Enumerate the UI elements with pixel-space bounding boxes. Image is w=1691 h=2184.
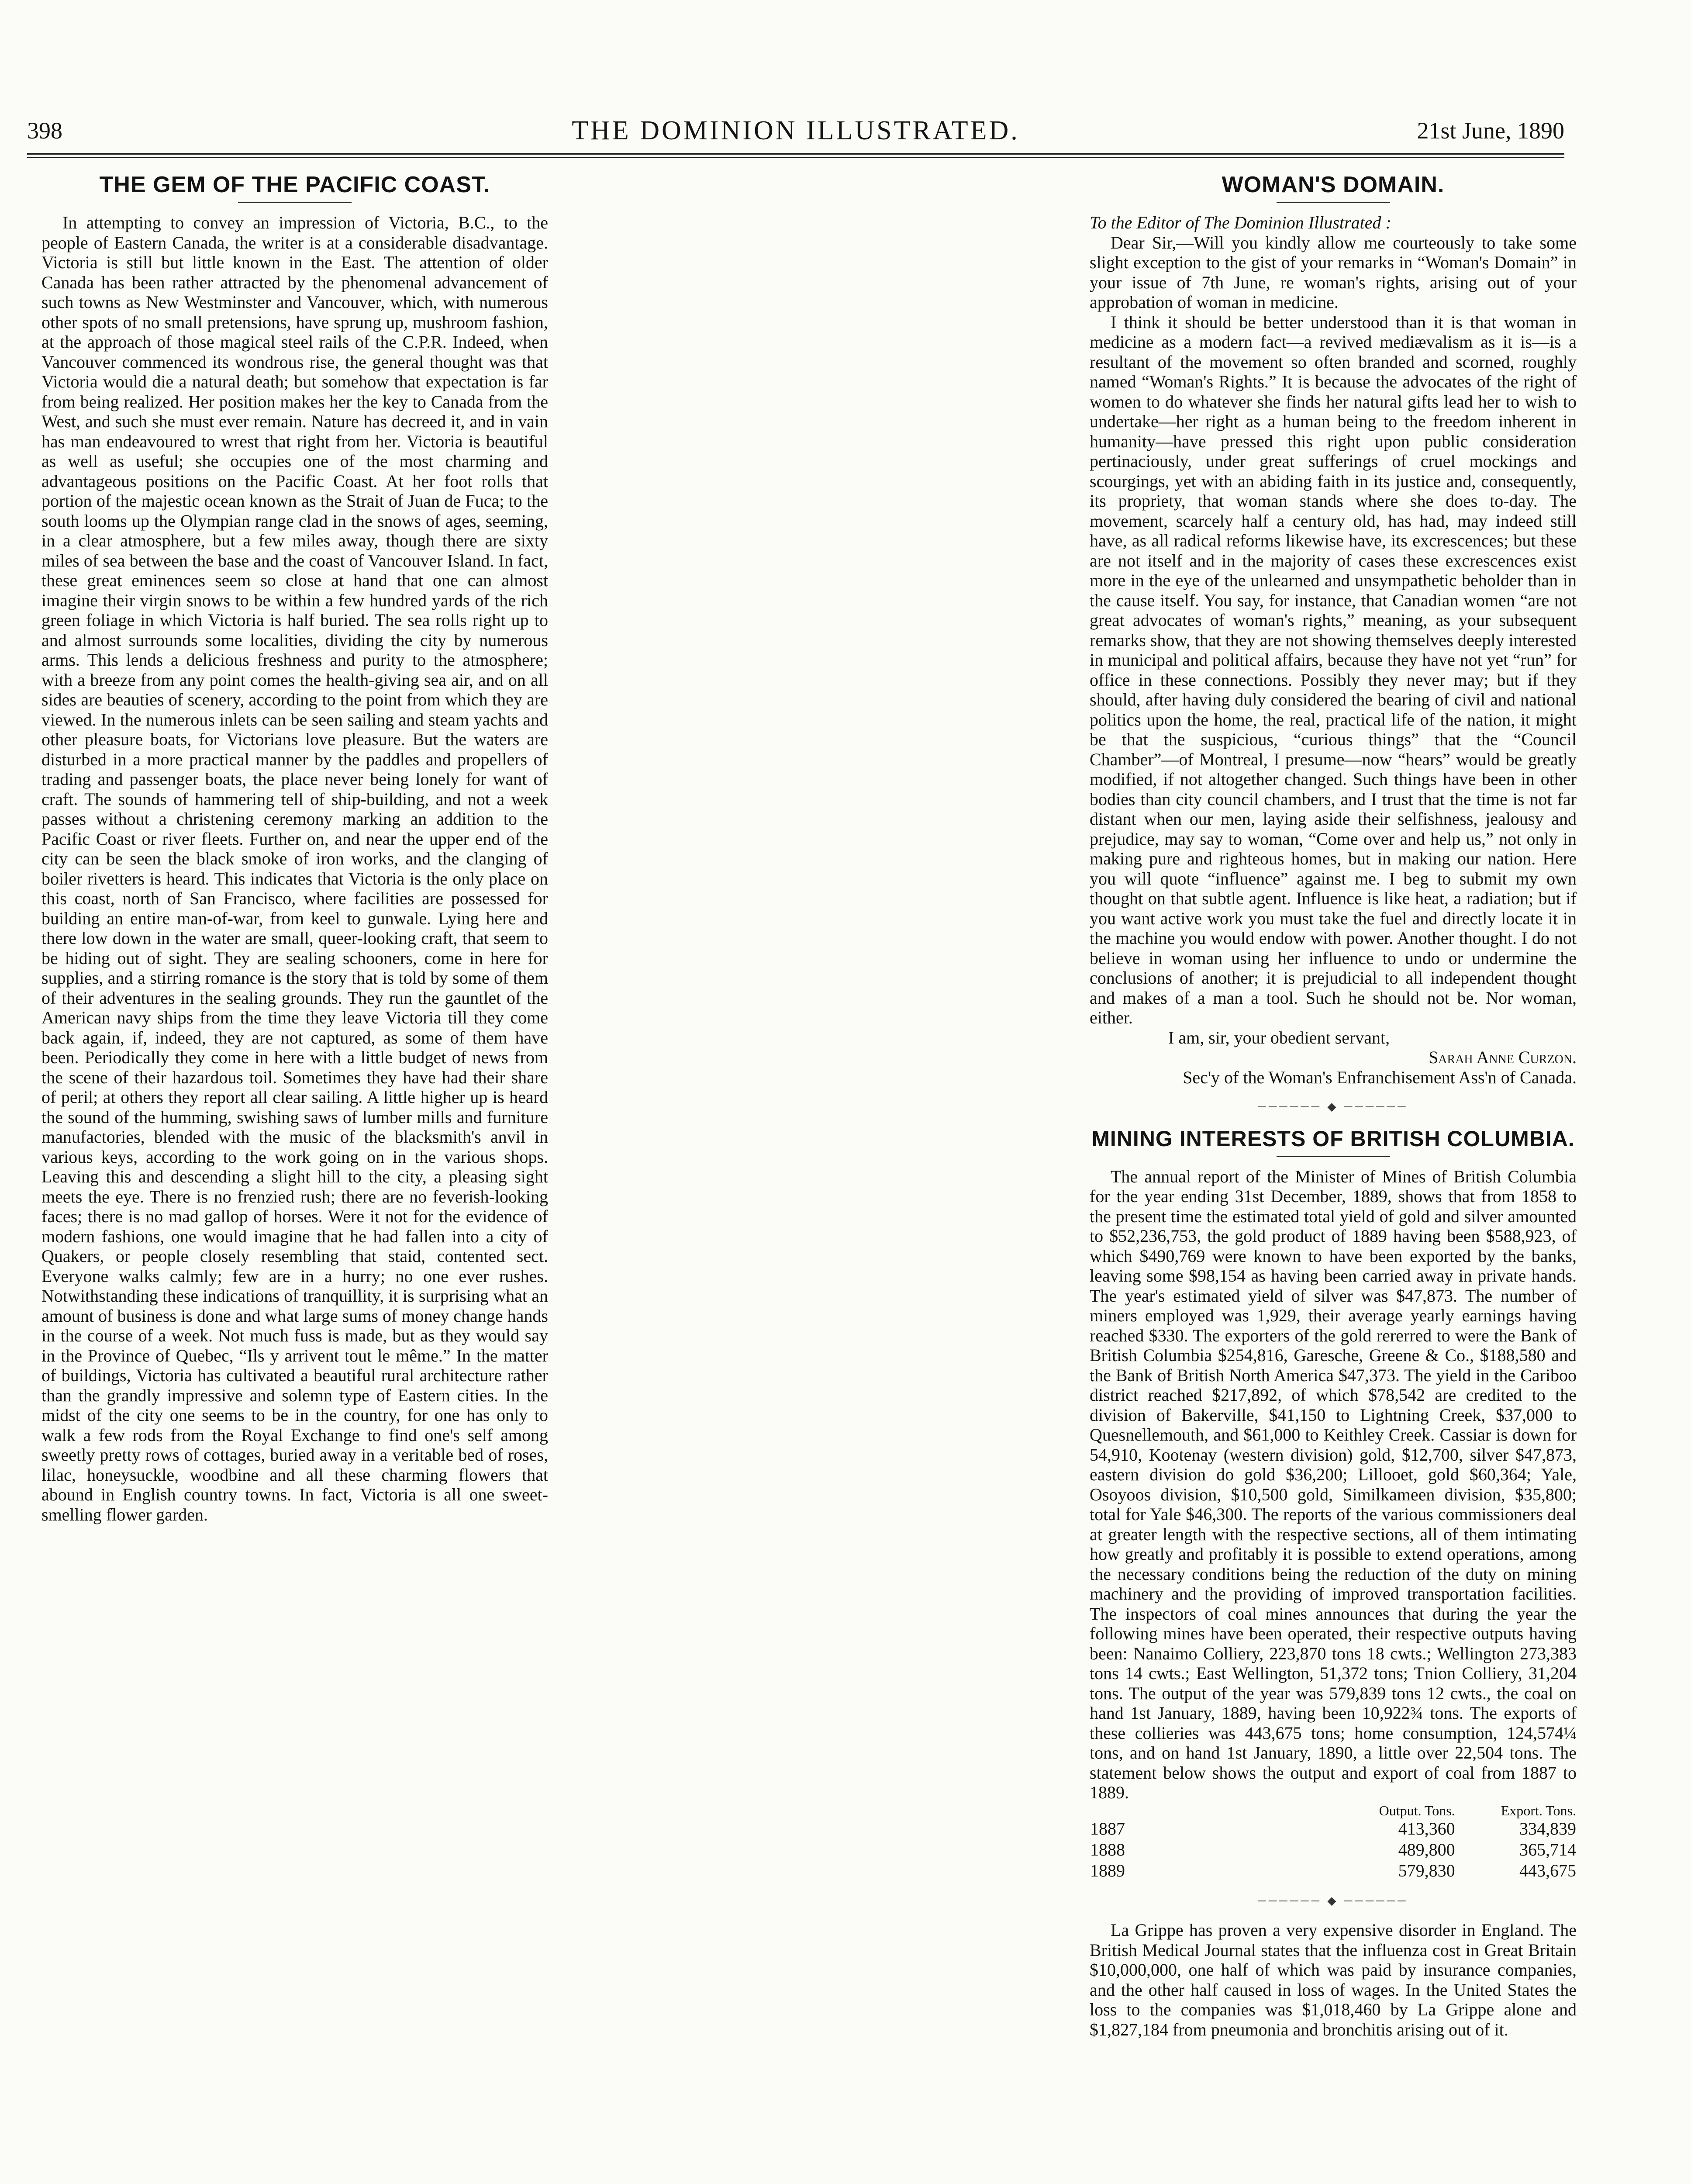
author-signature: Sarah Anne Curzon.: [1429, 1047, 1577, 1067]
header-rule: [27, 153, 1564, 155]
output-cell: 489,800: [1398, 1839, 1455, 1859]
article-title: WOMAN'S DOMAIN.: [1222, 172, 1445, 197]
export-cell: 334,839: [1519, 1818, 1576, 1838]
year-cell: 1887: [1090, 1818, 1125, 1838]
article-title: THE GEM OF THE PACIFIC COAST.: [99, 173, 490, 197]
year-cell: 1888: [1090, 1839, 1125, 1859]
column-left: [41, 173, 548, 2184]
table-row: [1090, 1839, 1577, 1860]
page-number: 398: [27, 117, 62, 144]
column-right: [1090, 173, 1577, 2039]
article-paragraph: Dear Sir,—Will you kindly allow me courteously to take some slight exception to the gist of your remarks in “Woman's Domain” in your issue of 7th June, re woman's rights, arising out of your approbation of woman in medicine.: [1090, 232, 1577, 312]
title-rule: [238, 202, 352, 203]
title-rule: [1277, 202, 1390, 203]
table-header: Export. Tons.: [1501, 1802, 1576, 1818]
section-separator: ────── ◆ ──────: [1258, 1894, 1408, 1907]
coal-table: [1090, 1803, 1577, 1881]
section-separator: ────── ◆ ──────: [1258, 1100, 1408, 1113]
output-cell: 413,360: [1398, 1818, 1455, 1838]
export-cell: 365,714: [1519, 1839, 1576, 1859]
export-cell: 443,675: [1519, 1860, 1576, 1880]
letter-address: To the Editor of The Dominion Illustrated :: [1090, 213, 1391, 232]
output-cell: 579,830: [1398, 1860, 1455, 1880]
article-paragraph: I think it should be better understood than it is that woman in medicine as a modern fact—a revived mediævalism as it is—is a resultant of the movement so often branded and scorned, roughly named “Woman's Rights.” It is because the advocates of the right of women to do whatever she finds her natural gifts lead her to wish to undertake—her right as a human being to the freedom inherent in humanity—have pressed this right upon public consideration pertinaciously, under great sufferings of cruel mockings and scourgings, yet with an abiding faith in its justice and, consequently, its propriety, that woman stands where she does to-day. The movement, scarcely half a century old, has had, may indeed still have, as all radical reforms likewise have, its excrescences; but these are not itself and in the majority of cases these excrescences exist more in the eye of the unlearned and unsympathetic beholder than in the cause itself. You say, for instance, that Canadian women “are not great advocates of woman's rights,” meaning, as your subsequent remarks show, that they are not showing themselves deeply interested in municipal and political affairs, because they have not yet “run” for office in these connections. Possibly they never may; but if they should, after having duly considered the bearing of civil and national politics upon the home, the real, practical life of the nation, it might be that the suspicious, “curious things” that the “Council Chamber”—of Montreal, I presume—now “hears” would be greatly modified, if not altogether changed. Such things have been in other bodies than city council chambers, and I trust that the time is not far distant when our men, laying aside their selfishness, jealousy and prejudice, may say to woman, “Come over and help us,” not only in making pure and righteous homes, but in making our nation. Here you will quote “influence” against me. I beg to submit my own thought on that subtle agent. Influence is like heat, a radiation; but if you want active work you must take the fuel and directly locate it in the machine you would endow with power. Another thought. I do not believe in woman using her influence to undo or undermine the conclusions of another; it is prejudicial to all independent thought and makes of a man a tool. Such he should not be. Nor woman, either.: [1090, 312, 1577, 1027]
letter-closing: I am, sir, your obedient servant,: [1168, 1027, 1390, 1047]
article-paragraph: The annual report of the Minister of Mines of British Columbia for the year ending 31st December, 1889, shows that from 1858 to the present time the estimated total yield of gold and silver amounted to $52,236,753, the gold product of 1889 having been $588,923, of which $490,769 were known to have been exported by the banks, leaving some $98,154 as having been carried away in private hands. The year's estimated yield of silver was $47,873. The number of miners employed was 1,929, their average yearly earnings having reached $330. The exporters of the gold rererred to were the Bank of British Columbia $254,816, Garesche, Greene & Co., $188,580 and the Bank of British North America $47,373. The yield in the Cariboo district reached $217,892, of which $78,542 are credited to the division of Bakerville, $41,150 to Lightning Creek, $37,000 to Quesnellemouth, and $61,000 to Keithley Creek. Cassiar is down for 54,910, Kootenay (western division) gold, $12,700, silver $47,873, eastern division do gold $36,200; Lillooet, gold $60,364; Yale, Osoyoos division, $10,500 gold, Similkameen division, $35,800; total for Yale $46,300. The reports of the various commissioners deal at greater length with the respective sections, all of them intimating how greatly and profitably it is possible to extend operations, among the necessary conditions being the reduction of the duty on mining machinery and the providing of improved transportation facilities. The inspectors of coal mines announces that during the year the following mines have been operated, their respective outputs having been: Nanaimo Colliery, 223,870 tons 18 cwts.; Wellington 273,383 tons 14 cwts.; East Wellington, 51,372 tons; Tnion Colliery, 31,204 tons. The output of the year was 579,839 tons 12 cwts., the coal on hand 1st January, 1889, having been 10,922¾ tons. The exports of these collieries was 443,675 tons; home consumption, 124,574¼ tons, and on hand 1st January, 1890, a little over 22,504 tons. The statement below shows the output and export of coal from 1887 to 1889.: [1090, 1166, 1577, 1802]
table-row: [1090, 1818, 1577, 1839]
issue-date: 21st June, 1890: [1417, 117, 1564, 144]
table-header: Output. Tons.: [1379, 1802, 1455, 1818]
title-rule: [1277, 1156, 1390, 1157]
article-title: MINING INTERESTS OF BRITISH COLUMBIA.: [1091, 1126, 1575, 1151]
signature-title: Sec'y of the Woman's Enfranchisement Ass'n of Canada.: [1183, 1067, 1577, 1087]
table-row: [1090, 1860, 1577, 1881]
article-paragraph: In attempting to convey an impression of Victoria, B.C., to the people of Eastern Canada, the writer is at a considerable disadvantage. Victoria is still but little known in the East. The attention of older Canada has been rather attracted by the phenomenal advancement of such towns as New Westminster and Vancouver, which, with numerous other spots of no small pretensions, have sprung up, mushroom fashion, at the approach of those magical steel rails of the C.P.R. Indeed, when Vancouver commenced its wondrous rise, the general thought was that Victoria would die a natural death; but somehow that expectation is far from being realized. Her position makes her the key to Canada from the West, and such she must ever remain. Nature has decreed it, and in vain has man endeavoured to wrest that right from her. Victoria is beautiful as well as useful; she occupies one of the most charming and advantageous positions on the Pacific Coast. At her foot rolls that portion of the majestic ocean known as the Strait of Juan de Fuca; to the south looms up the Olympian range clad in the snows of ages, seeming, in a clear atmosphere, but a few miles away, though there are sixty miles of sea between the base and the coast of Vancouver Island. In fact, these great eminences seem so close at hand that one can almost imagine their virgin snows to be within a few hundred yards of the rich green foliage in which Victoria is half buried. The sea rolls right up to and almost surrounds some localities, dividing the city by numerous arms. This lends a delicious freshness and purity to the atmosphere; with a breeze from any point comes the health-giving sea air, and on all sides are beauties of scenery, according to the point from which they are viewed. In the numerous inlets can be seen sailing and steam yachts and other pleasure boats, for Victorians love pleasure. But the waters are disturbed in a more practical manner by the paddles and propellers of trading and passenger boats, the place never being lonely for want of craft. The sounds of hammering tell of ship-building, and not a week passes without a christening ceremony marking an addition to the Pacific Coast or river fleets. Further on, and near the upper end of the city can be seen the black smoke of iron works, and the clanging of boiler rivetters is heard. This indicates that Victoria is the only place on this coast, north of San Francisco, where facilities are possessed for building an entire man-of-war, from keel to gunwale. Lying here and there low down in the water are small, queer-looking craft, that seem to be hiding out of sight. They are sealing schooners, come in here for supplies, and a stirring romance is the story that is told by some of them of their adventures in the sealing grounds. They run the gauntlet of the American navy ships from the time they leave Victoria till they come back again, if, indeed, they are not captured, as some of them have been. Periodically they come in here with a little budget of news from the scene of their hazardous toil. Sometimes they have had their share of peril; at others they report all clear sailing. A little higher up is heard the sound of the humming, swishing saws of lumber mills and furniture manufactories, blended with the music of the blacksmith's anvil in various keys, according to the work going on in the various shops. Leaving this and descending a slight hill to the city, a pleasing sight meets the eye. There is no frenzied rush; there are no feverish-looking faces; there is no mad gallop of horses. Were it not for the evidence of modern fashions, one would imagine that he had fallen into a city of Quakers, or people closely resembling that staid, contented sect. Everyone walks calmly; few are in a hurry; no one ever rushes. Notwithstanding these indications of tranquillity, it is surprising what an amount of business is done and what large sums of money change hands in the course of a week. Not much fuss is made, but as they would say in the Province of Quebec, “Ils y arrivent tout le même.” In the matter of buildings, Victoria has cultivated a beautiful rural architecture rather than the grandly impressive and solemn type of Eastern cities. In the midst of the city one seems to be in the country, for one has only to walk a few rods from the Royal Exchange to find one's self among sweetly pretty rows of cottages, buried away in a veritable bed of roses, lilac, honeysuckle, woodbine and all these charming flowers that abound in English country towns. In fact, Victoria is all one sweet-smelling flower garden.: [41, 213, 548, 1524]
header-rule-thin: [27, 157, 1564, 158]
year-cell: 1889: [1090, 1860, 1125, 1880]
article-paragraph: La Grippe has proven a very expensive disorder in England. The British Medical Journal states that the influenza cost in Great Britain $10,000,000, one half of which was paid by insurance companies, and the other half caused in loss of wages. In the United States the loss to the companies was $1,018,460 by La Grippe alone and $1,827,184 from pneumonia and bronchitis arising out of it.: [1090, 1920, 1577, 2039]
masthead: THE DOMINION ILLUSTRATED.: [572, 116, 1020, 145]
page-header: [27, 109, 1564, 153]
